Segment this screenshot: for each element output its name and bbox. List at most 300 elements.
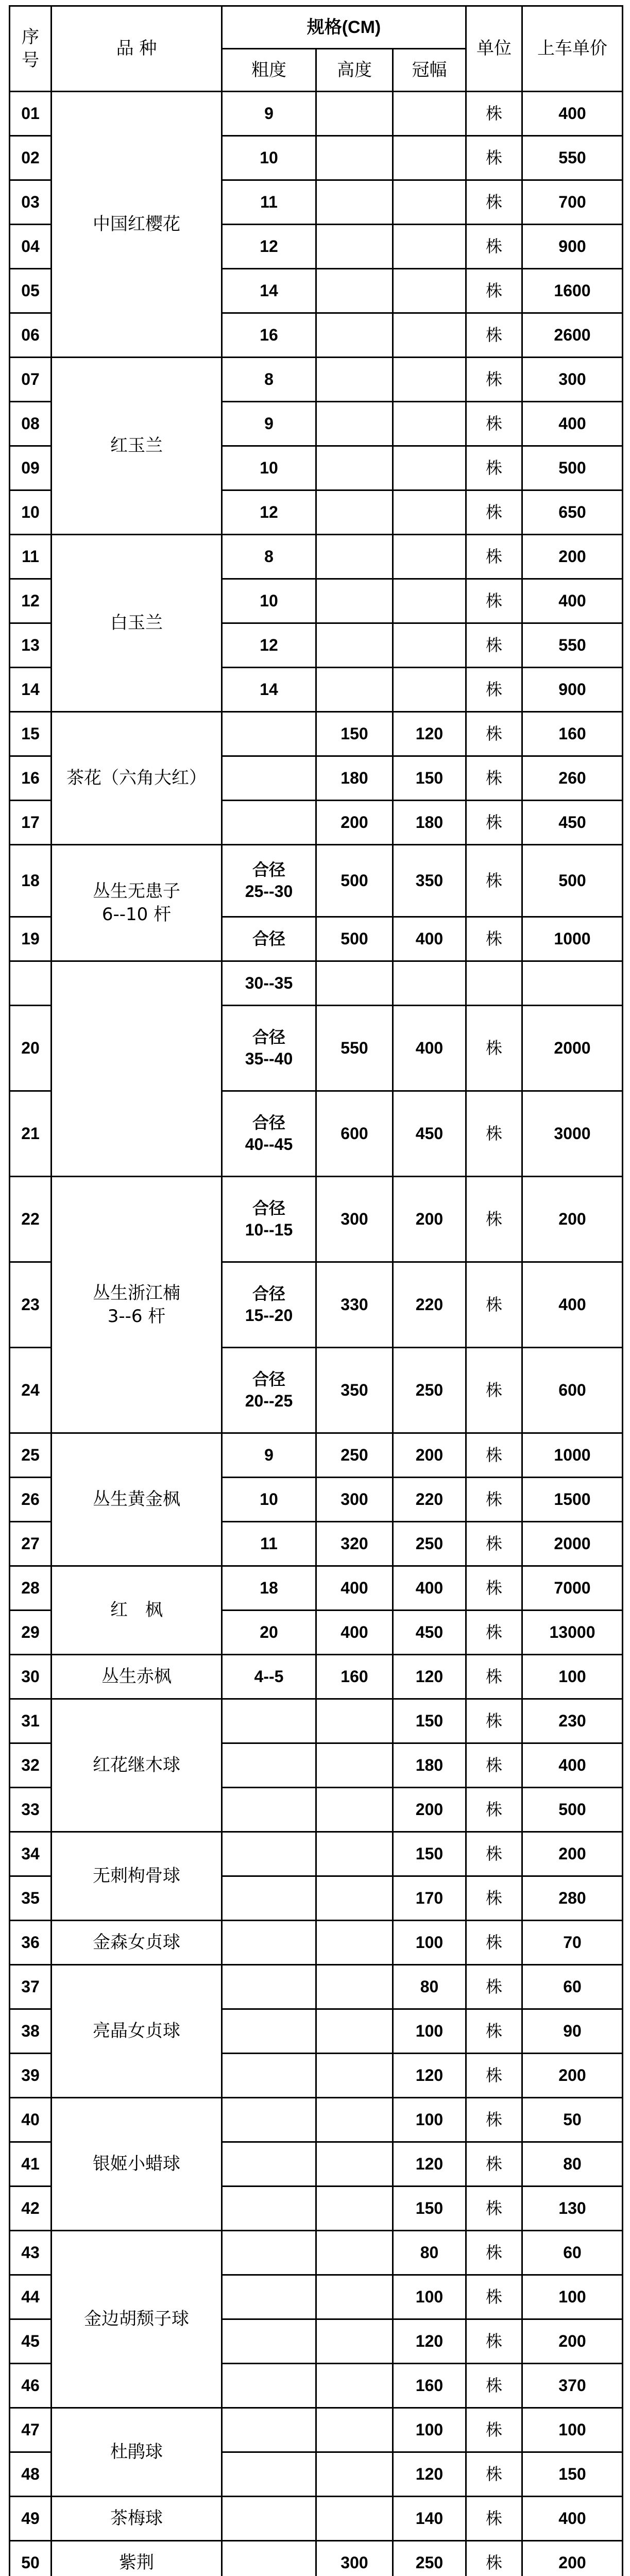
row-seq: 33 xyxy=(10,1788,52,1832)
row-height xyxy=(316,2187,393,2231)
row-price: 160 xyxy=(522,712,623,756)
row-crown xyxy=(393,180,466,225)
row-crown: 170 xyxy=(393,1876,466,1921)
row-unit: 株 xyxy=(466,136,522,180)
row-thickness xyxy=(222,756,316,801)
row-price: 2000 xyxy=(522,1006,623,1091)
row-crown xyxy=(393,535,466,579)
row-crown: 120 xyxy=(393,2054,466,2098)
row-height xyxy=(316,446,393,490)
row-seq: 10 xyxy=(10,490,52,535)
row-unit: 株 xyxy=(466,2541,522,2576)
row-variety xyxy=(52,535,222,712)
row-price: 13000 xyxy=(522,1611,623,1655)
row-price: 90 xyxy=(522,2009,623,2054)
row-price: 370 xyxy=(522,2364,623,2408)
thickness-value: 10 xyxy=(260,458,278,477)
row-variety xyxy=(52,1832,222,1921)
table-row xyxy=(10,712,623,756)
row-seq: 17 xyxy=(10,801,52,845)
row-height: 350 xyxy=(316,1348,393,1433)
row-thickness xyxy=(222,2187,316,2231)
row-height xyxy=(316,2009,393,2054)
table-row xyxy=(10,358,623,402)
row-thickness xyxy=(222,446,316,490)
row-thickness xyxy=(222,1743,316,1788)
row-thickness xyxy=(222,1433,316,1478)
row-variety xyxy=(52,1433,222,1566)
row-variety xyxy=(52,1655,222,1699)
row-variety xyxy=(52,2231,222,2408)
row-unit: 株 xyxy=(466,1262,522,1348)
row-thickness xyxy=(222,136,316,180)
row-seq: 48 xyxy=(10,2452,52,2497)
row-seq: 09 xyxy=(10,446,52,490)
row-unit: 株 xyxy=(466,2275,522,2319)
row-height xyxy=(316,2319,393,2364)
row-unit: 株 xyxy=(466,1832,522,1876)
row-seq: 24 xyxy=(10,1348,52,1433)
row-height xyxy=(316,1788,393,1832)
row-height xyxy=(316,313,393,358)
row-crown: 250 xyxy=(393,1348,466,1433)
row-crown xyxy=(393,402,466,446)
row-crown xyxy=(393,313,466,358)
table-row xyxy=(10,1655,623,1699)
row-price: 900 xyxy=(522,225,623,269)
row-unit: 株 xyxy=(466,1921,522,1965)
row-height xyxy=(316,2275,393,2319)
row-thickness xyxy=(222,490,316,535)
row-price: 200 xyxy=(522,2054,623,2098)
row-crown: 450 xyxy=(393,1091,466,1177)
thickness-value: 10 xyxy=(260,148,278,167)
row-height: 200 xyxy=(316,801,393,845)
row-unit: 株 xyxy=(466,2142,522,2187)
table-row xyxy=(10,92,623,136)
row-seq: 47 xyxy=(10,2408,52,2452)
row-unit: 株 xyxy=(466,1743,522,1788)
row-height xyxy=(316,136,393,180)
row-price: 600 xyxy=(522,1348,623,1433)
variety-label: 杜鹃球 xyxy=(110,2442,163,2463)
variety-label: 丛生赤枫 xyxy=(101,1666,172,1687)
row-height: 300 xyxy=(316,2541,393,2576)
variety-label: 红 枫 xyxy=(110,1600,163,1621)
row-unit: 株 xyxy=(466,2497,522,2541)
table-row xyxy=(10,2497,623,2541)
row-price: 2000 xyxy=(522,1522,623,1566)
row-unit: 株 xyxy=(466,2319,522,2364)
row-thickness xyxy=(222,2098,316,2142)
row-seq: 04 xyxy=(10,225,52,269)
row-seq: 14 xyxy=(10,668,52,712)
row-crown xyxy=(393,358,466,402)
table-row xyxy=(10,1832,623,1876)
row-unit: 株 xyxy=(466,402,522,446)
row-height: 400 xyxy=(316,1611,393,1655)
row-thickness xyxy=(222,2408,316,2452)
row-variety xyxy=(52,92,222,358)
row-height xyxy=(316,579,393,623)
row-price: 700 xyxy=(522,180,623,225)
row-crown: 120 xyxy=(393,2452,466,2497)
header-unit: 单位 xyxy=(466,6,522,92)
row-thickness xyxy=(222,1262,316,1348)
row-seq: 07 xyxy=(10,358,52,402)
row-height xyxy=(316,1965,393,2009)
row-price: 550 xyxy=(522,623,623,668)
row-seq: 29 xyxy=(10,1611,52,1655)
row-crown: 150 xyxy=(393,1832,466,1876)
row-thickness xyxy=(222,92,316,136)
row-price: 100 xyxy=(522,1655,623,1699)
thickness-value: 30--35 xyxy=(245,973,293,992)
row-thickness xyxy=(222,402,316,446)
thickness-value: 10 xyxy=(260,1489,278,1509)
row-variety xyxy=(52,1965,222,2098)
variety-label: 丛生浙江楠 3--6 杆 xyxy=(93,1283,180,1327)
row-seq: 01 xyxy=(10,92,52,136)
thickness-value: 合径 35--40 xyxy=(245,1027,293,1068)
row-height xyxy=(316,180,393,225)
row-crown xyxy=(393,446,466,490)
table-row xyxy=(10,1699,623,1743)
row-unit: 株 xyxy=(466,446,522,490)
row-thickness xyxy=(222,535,316,579)
row-seq: 38 xyxy=(10,2009,52,2054)
thickness-value: 9 xyxy=(264,414,274,433)
row-price: 100 xyxy=(522,2408,623,2452)
row-price: 1600 xyxy=(522,269,623,313)
variety-label: 金森女贞球 xyxy=(93,1932,180,1953)
row-seq: 39 xyxy=(10,2054,52,2098)
row-height xyxy=(316,2231,393,2275)
row-height xyxy=(316,1876,393,1921)
row-price: 130 xyxy=(522,2187,623,2231)
row-crown xyxy=(393,136,466,180)
row-height xyxy=(316,2054,393,2098)
row-unit: 株 xyxy=(466,2408,522,2452)
row-price: 260 xyxy=(522,756,623,801)
row-price: 400 xyxy=(522,1743,623,1788)
header-crown: 冠幅 xyxy=(393,49,466,92)
thickness-value: 11 xyxy=(260,192,278,211)
row-seq: 06 xyxy=(10,313,52,358)
row-crown: 220 xyxy=(393,1262,466,1348)
row-variety xyxy=(52,2541,222,2576)
row-price: 200 xyxy=(522,1832,623,1876)
row-height: 600 xyxy=(316,1091,393,1177)
row-price: 200 xyxy=(522,2319,623,2364)
row-height xyxy=(316,269,393,313)
row-thickness xyxy=(222,917,316,961)
row-price: 230 xyxy=(522,1699,623,1743)
row-price: 3000 xyxy=(522,1091,623,1177)
row-height: 250 xyxy=(316,1433,393,1478)
row-thickness xyxy=(222,1177,316,1262)
row-unit: 株 xyxy=(466,2187,522,2231)
row-crown: 100 xyxy=(393,2408,466,2452)
row-height: 500 xyxy=(316,845,393,917)
row-seq: 22 xyxy=(10,1177,52,1262)
row-thickness xyxy=(222,1091,316,1177)
row-unit: 株 xyxy=(466,225,522,269)
row-crown: 220 xyxy=(393,1478,466,1522)
table-row xyxy=(10,2408,623,2452)
row-height xyxy=(316,961,393,1006)
row-seq: 30 xyxy=(10,1655,52,1699)
row-height: 400 xyxy=(316,1566,393,1611)
row-unit: 株 xyxy=(466,269,522,313)
row-seq: 21 xyxy=(10,1091,52,1177)
row-unit: 株 xyxy=(466,1006,522,1091)
row-height xyxy=(316,225,393,269)
row-height xyxy=(316,623,393,668)
row-height xyxy=(316,490,393,535)
variety-label: 紫荆 xyxy=(119,2552,154,2573)
row-unit: 株 xyxy=(466,1876,522,1921)
row-height: 550 xyxy=(316,1006,393,1091)
table-row xyxy=(10,1921,623,1965)
thickness-value: 合径 25--30 xyxy=(245,860,293,901)
variety-label: 亮晶女贞球 xyxy=(93,2021,180,2042)
row-unit: 株 xyxy=(466,1348,522,1433)
row-price: 1000 xyxy=(522,1433,623,1478)
row-crown xyxy=(393,92,466,136)
row-crown: 100 xyxy=(393,2275,466,2319)
row-seq: 05 xyxy=(10,269,52,313)
table-row xyxy=(10,1566,623,1611)
row-unit: 株 xyxy=(466,845,522,917)
row-unit: 株 xyxy=(466,1611,522,1655)
row-seq: 12 xyxy=(10,579,52,623)
header-height: 高度 xyxy=(316,49,393,92)
row-thickness xyxy=(222,668,316,712)
row-unit: 株 xyxy=(466,180,522,225)
row-seq: 45 xyxy=(10,2319,52,2364)
row-height: 180 xyxy=(316,756,393,801)
price-table xyxy=(9,5,623,2576)
header-thickness: 粗度 xyxy=(222,49,316,92)
thickness-value: 8 xyxy=(264,369,274,388)
thickness-value: 9 xyxy=(264,1445,274,1464)
row-crown: 200 xyxy=(393,1788,466,1832)
row-seq: 20 xyxy=(10,1006,52,1091)
row-crown xyxy=(393,623,466,668)
row-thickness xyxy=(222,1699,316,1743)
row-price: 400 xyxy=(522,1262,623,1348)
row-price: 60 xyxy=(522,2231,623,2275)
header-spec: 规格(CM) xyxy=(222,6,466,49)
row-thickness xyxy=(222,1655,316,1699)
row-unit: 株 xyxy=(466,1177,522,1262)
row-price: 100 xyxy=(522,2275,623,2319)
row-height: 320 xyxy=(316,1522,393,1566)
row-thickness xyxy=(222,2142,316,2187)
variety-label: 红花继木球 xyxy=(93,1755,180,1776)
variety-label: 茶梅球 xyxy=(110,2508,163,2529)
variety-label: 茶花（六角大红） xyxy=(66,768,207,789)
row-variety xyxy=(52,1177,222,1433)
row-seq: 41 xyxy=(10,2142,52,2187)
row-seq: 46 xyxy=(10,2364,52,2408)
row-crown: 120 xyxy=(393,2142,466,2187)
thickness-value: 4--5 xyxy=(254,1667,284,1686)
row-thickness xyxy=(222,2009,316,2054)
thickness-value: 12 xyxy=(260,502,278,521)
row-seq: 40 xyxy=(10,2098,52,2142)
row-height xyxy=(316,402,393,446)
row-unit: 株 xyxy=(466,313,522,358)
thickness-value: 12 xyxy=(260,635,278,654)
table-row xyxy=(10,1433,623,1478)
row-seq: 42 xyxy=(10,2187,52,2231)
row-height xyxy=(316,668,393,712)
thickness-value: 8 xyxy=(264,547,274,566)
row-unit: 株 xyxy=(466,1699,522,1743)
row-seq: 18 xyxy=(10,845,52,917)
variety-label: 金边胡颓子球 xyxy=(84,2309,189,2330)
row-thickness xyxy=(222,2275,316,2319)
row-seq: 31 xyxy=(10,1699,52,1743)
row-unit: 株 xyxy=(466,2231,522,2275)
row-seq: 34 xyxy=(10,1832,52,1876)
row-crown: 120 xyxy=(393,1655,466,1699)
row-crown: 200 xyxy=(393,1177,466,1262)
thickness-value: 合径 xyxy=(252,929,285,948)
thickness-value: 合径 20--25 xyxy=(245,1369,293,1410)
row-crown: 120 xyxy=(393,2319,466,2364)
row-unit: 株 xyxy=(466,1433,522,1478)
row-unit: 株 xyxy=(466,2009,522,2054)
row-height xyxy=(316,1832,393,1876)
row-unit: 株 xyxy=(466,917,522,961)
row-variety xyxy=(52,712,222,845)
thickness-value: 合径 40--45 xyxy=(245,1113,293,1154)
row-thickness xyxy=(222,623,316,668)
row-price: 400 xyxy=(522,92,623,136)
row-thickness xyxy=(222,1006,316,1091)
row-height xyxy=(316,535,393,579)
row-price: 500 xyxy=(522,446,623,490)
row-crown: 400 xyxy=(393,1006,466,1091)
row-seq: 50 xyxy=(10,2541,52,2576)
row-crown: 80 xyxy=(393,1965,466,2009)
row-unit: 株 xyxy=(466,579,522,623)
row-height: 300 xyxy=(316,1478,393,1522)
price-sheet xyxy=(9,5,622,2576)
row-price: 1000 xyxy=(522,917,623,961)
row-variety xyxy=(52,961,222,1177)
row-price: 450 xyxy=(522,801,623,845)
row-unit: 株 xyxy=(466,668,522,712)
row-price: 400 xyxy=(522,2497,623,2541)
thickness-value: 12 xyxy=(260,236,278,256)
row-crown: 120 xyxy=(393,712,466,756)
row-variety xyxy=(52,2098,222,2231)
row-price: 550 xyxy=(522,136,623,180)
row-crown: 80 xyxy=(393,2231,466,2275)
thickness-value: 合径 10--15 xyxy=(245,1198,293,1239)
row-height xyxy=(316,2364,393,2408)
table-row xyxy=(10,2231,623,2275)
thickness-value: 11 xyxy=(260,1534,278,1553)
header-seq: 序 号 xyxy=(10,6,52,92)
thickness-value: 20 xyxy=(260,1622,278,1641)
row-crown xyxy=(393,225,466,269)
thickness-value: 9 xyxy=(264,104,274,123)
row-seq: 44 xyxy=(10,2275,52,2319)
row-crown: 160 xyxy=(393,2364,466,2408)
row-thickness xyxy=(222,845,316,917)
row-unit: 株 xyxy=(466,2054,522,2098)
row-unit: 株 xyxy=(466,1091,522,1177)
row-thickness xyxy=(222,1788,316,1832)
row-unit: 株 xyxy=(466,712,522,756)
row-price: 70 xyxy=(522,1921,623,1965)
row-thickness xyxy=(222,269,316,313)
row-price: 80 xyxy=(522,2142,623,2187)
table-row xyxy=(10,1177,623,1262)
row-unit: 株 xyxy=(466,801,522,845)
row-crown: 400 xyxy=(393,1566,466,1611)
row-seq: 37 xyxy=(10,1965,52,2009)
row-price: 200 xyxy=(522,2541,623,2576)
row-price: 400 xyxy=(522,579,623,623)
row-thickness xyxy=(222,225,316,269)
row-seq: 35 xyxy=(10,1876,52,1921)
table-row xyxy=(10,1965,623,2009)
row-seq: 11 xyxy=(10,535,52,579)
row-thickness xyxy=(222,579,316,623)
row-crown xyxy=(393,668,466,712)
row-height xyxy=(316,1921,393,1965)
row-seq: 02 xyxy=(10,136,52,180)
row-crown: 250 xyxy=(393,2541,466,2576)
row-price xyxy=(522,961,623,1006)
row-unit: 株 xyxy=(466,490,522,535)
row-unit: 株 xyxy=(466,1655,522,1699)
row-unit: 株 xyxy=(466,1788,522,1832)
row-thickness xyxy=(222,2541,316,2576)
row-crown: 180 xyxy=(393,801,466,845)
row-seq: 16 xyxy=(10,756,52,801)
thickness-value: 14 xyxy=(260,281,278,300)
row-unit: 株 xyxy=(466,358,522,402)
row-crown: 450 xyxy=(393,1611,466,1655)
row-unit: 株 xyxy=(466,2364,522,2408)
header-variety: 品 种 xyxy=(52,6,222,92)
row-unit: 株 xyxy=(466,2452,522,2497)
variety-label: 红玉兰 xyxy=(110,435,163,456)
row-seq: 23 xyxy=(10,1262,52,1348)
row-thickness xyxy=(222,358,316,402)
row-price: 280 xyxy=(522,1876,623,1921)
table-row xyxy=(10,2541,623,2576)
row-unit: 株 xyxy=(466,623,522,668)
table-row xyxy=(10,961,623,1006)
row-crown: 140 xyxy=(393,2497,466,2541)
row-price: 400 xyxy=(522,402,623,446)
row-seq: 26 xyxy=(10,1478,52,1522)
row-crown: 150 xyxy=(393,2187,466,2231)
row-unit: 株 xyxy=(466,1566,522,1611)
row-height: 160 xyxy=(316,1655,393,1699)
thickness-value: 14 xyxy=(260,680,278,699)
row-thickness xyxy=(222,1965,316,2009)
row-price: 7000 xyxy=(522,1566,623,1611)
